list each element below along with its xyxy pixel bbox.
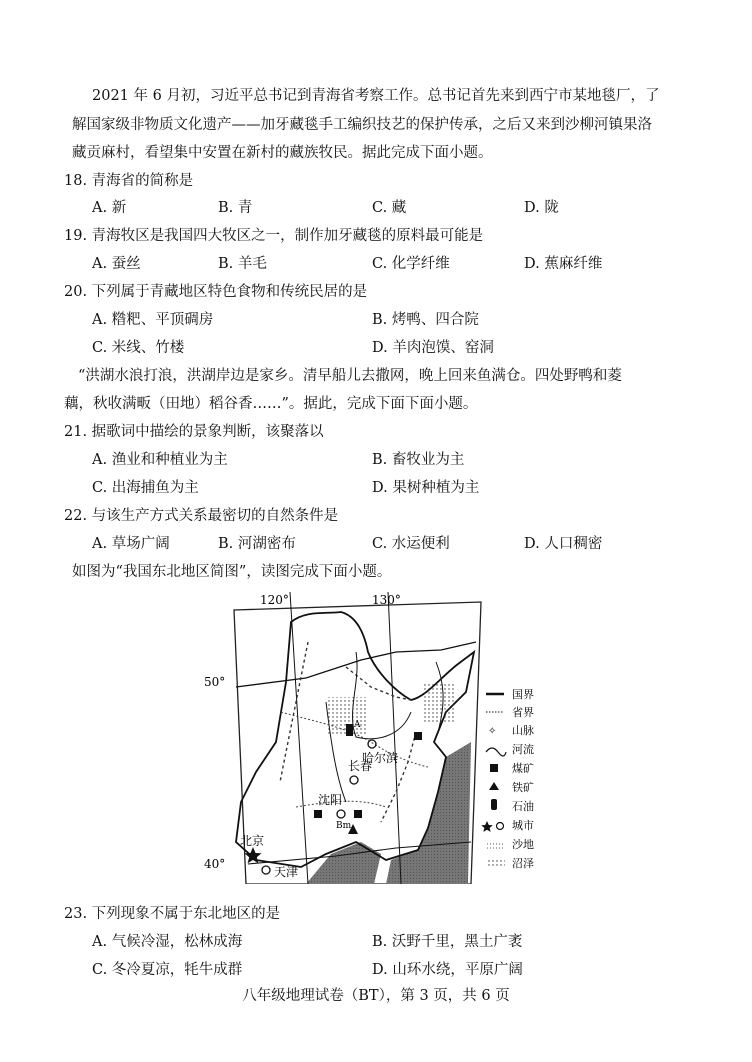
oil-marker: [346, 724, 353, 736]
page-footer: 八年级地理试卷（BT），第 3 页，共 6 页: [242, 988, 510, 1004]
question-19-option-d: D. 蕉麻纤维: [524, 256, 603, 272]
question-20-option-d: D. 羊肉泡馍、窑洞: [372, 340, 494, 356]
legend-label-iron: 铁矿: [512, 781, 534, 794]
question-19-option-c: C. 化学纤维: [372, 256, 450, 272]
question-21-stem: 21. 据歌词中描绘的景象判断，该聚落以: [64, 424, 324, 440]
question-21-option-c: C. 出海捕鱼为主: [92, 480, 199, 496]
lon-label-130: 130°: [372, 593, 401, 607]
intro-paragraph-2-line-1: “洪湖水浪打浪，洪湖岸边是家乡。清早船儿去撒网，晚上回来鱼满仓。四处野鸭和菱: [78, 368, 622, 384]
city-label-changchun: 长春: [348, 759, 373, 773]
question-19-option-a: A. 蚕丝: [92, 256, 141, 272]
lat-label-50: 50°: [204, 675, 226, 689]
question-22-stem: 22. 与该生产方式关系最密切的自然条件是: [64, 508, 339, 524]
map-legend: [481, 688, 534, 870]
tianjin-city-marker: [262, 866, 270, 874]
northeast-china-map: [196, 592, 552, 884]
legend-mountain-icon: ✧: [488, 726, 497, 737]
question-23-option-a: A. 气候冷湿，松林成海: [92, 934, 243, 950]
legend-label-province: 省界: [512, 706, 534, 719]
sea-area: [386, 742, 471, 884]
question-19-option-b: B. 羊毛: [218, 256, 267, 272]
legend-oil-icon: [491, 799, 497, 810]
legend-label-sand: 沙地: [512, 838, 534, 851]
question-23-option-c: C. 冬冷夏凉，牦牛成群: [92, 962, 243, 978]
lon-label-120: 120°: [260, 593, 289, 607]
marker-label-bm: Bm: [336, 821, 352, 831]
meridian-130: [388, 592, 401, 884]
city-label-beijing: 北京: [240, 834, 265, 848]
intro-paragraph-3: 如图为“我国东北地区简图”，读图完成下面小题。: [72, 564, 392, 580]
legend-label-mountain: 山脉: [512, 724, 534, 737]
legend-label-oil: 石油: [512, 800, 534, 813]
legend-label-river: 河流: [512, 743, 534, 756]
lat-label-40: 40°: [204, 857, 226, 871]
question-18-option-b: B. 青: [218, 200, 253, 216]
question-21-option-d: D. 果树种植为主: [372, 480, 480, 496]
question-22-option-b: B. 河湖密布: [218, 536, 296, 552]
intro-paragraph-2-line-2: 藕，秋收满畈（田地）稻谷香……”。据此，完成下面下面小题。: [64, 396, 478, 412]
shenyang-city-marker: [337, 810, 345, 818]
marker-label-a: A: [354, 720, 361, 730]
question-19-stem: 19. 青海牧区是我国四大牧区之一，制作加牙藏毯的原料最可能是: [64, 228, 484, 244]
changchun-city-marker: [350, 776, 358, 784]
question-23-option-b: B. 沃野千里，黑土广袤: [372, 934, 523, 950]
harbin-city-marker: [368, 740, 376, 748]
legend-city-icon: [497, 823, 504, 830]
marsh-area-2: [424, 682, 454, 722]
legend-marsh-icon: [487, 860, 505, 868]
legend-coal-icon: [490, 764, 498, 772]
legend-label-marsh: 沼泽: [512, 857, 534, 870]
question-20-option-a: A. 糌粑、平顶碉房: [92, 312, 214, 328]
legend-sand-icon: [487, 844, 505, 848]
legend-river-icon: [486, 748, 506, 756]
question-18-option-a: A. 新: [92, 200, 127, 216]
intro-paragraph-1-line-1: 2021 年 6 月初，习近平总书记到青海省考察工作。总书记首先来到西宁市某地毯厂，了: [92, 88, 660, 104]
question-22-option-a: A. 草场广阔: [92, 536, 170, 552]
city-label-tianjin: 天津: [274, 865, 299, 879]
legend-iron-icon: [489, 782, 499, 790]
question-20-stem: 20. 下列属于青藏地区特色食物和传统民居的是: [64, 284, 368, 300]
question-18-option-c: C. 藏: [372, 200, 407, 216]
legend-capital-star-icon: [481, 821, 493, 832]
question-23-stem: 23. 下列现象不属于东北地区的是: [64, 906, 281, 922]
legend-label-border: 国界: [512, 688, 534, 701]
coal-marker-2: [314, 810, 322, 818]
legend-label-city: 城市: [512, 819, 534, 832]
question-22-option-d: D. 人口稠密: [524, 536, 603, 552]
question-18-stem: 18. 青海省的简称是: [64, 173, 194, 189]
intro-paragraph-1-line-3: 藏贡麻村，看望集中安置在新村的藏族牧民。据此完成下面小题。: [72, 145, 493, 161]
question-21-option-a: A. 渔业和种植业为主: [92, 452, 228, 468]
question-21-option-b: B. 畜牧业为主: [372, 452, 465, 468]
city-label-shenyang: 沈阳: [318, 793, 343, 807]
question-20-option-b: B. 烤鸭、四合院: [372, 312, 479, 328]
legend-label-coal: 煤矿: [512, 762, 534, 775]
city-label-harbin: 哈尔滨: [362, 751, 399, 765]
question-20-option-c: C. 米线、竹楼: [92, 340, 185, 356]
coal-marker-3: [354, 810, 362, 818]
meridian-120: [290, 592, 308, 884]
question-22-option-c: C. 水运便利: [372, 536, 450, 552]
coal-marker: [414, 732, 422, 740]
bohai-sea: [306, 842, 381, 884]
question-23-option-d: D. 山环水绕，平原广阔: [372, 962, 523, 978]
question-18-option-d: D. 陇: [524, 200, 559, 216]
intro-paragraph-1-line-2: 解国家级非物质文化遗产——加牙藏毯手工编织技艺的保护传承，之后又来到沙柳河镇果洛: [72, 117, 652, 133]
mountain-range-3: [381, 732, 416, 822]
